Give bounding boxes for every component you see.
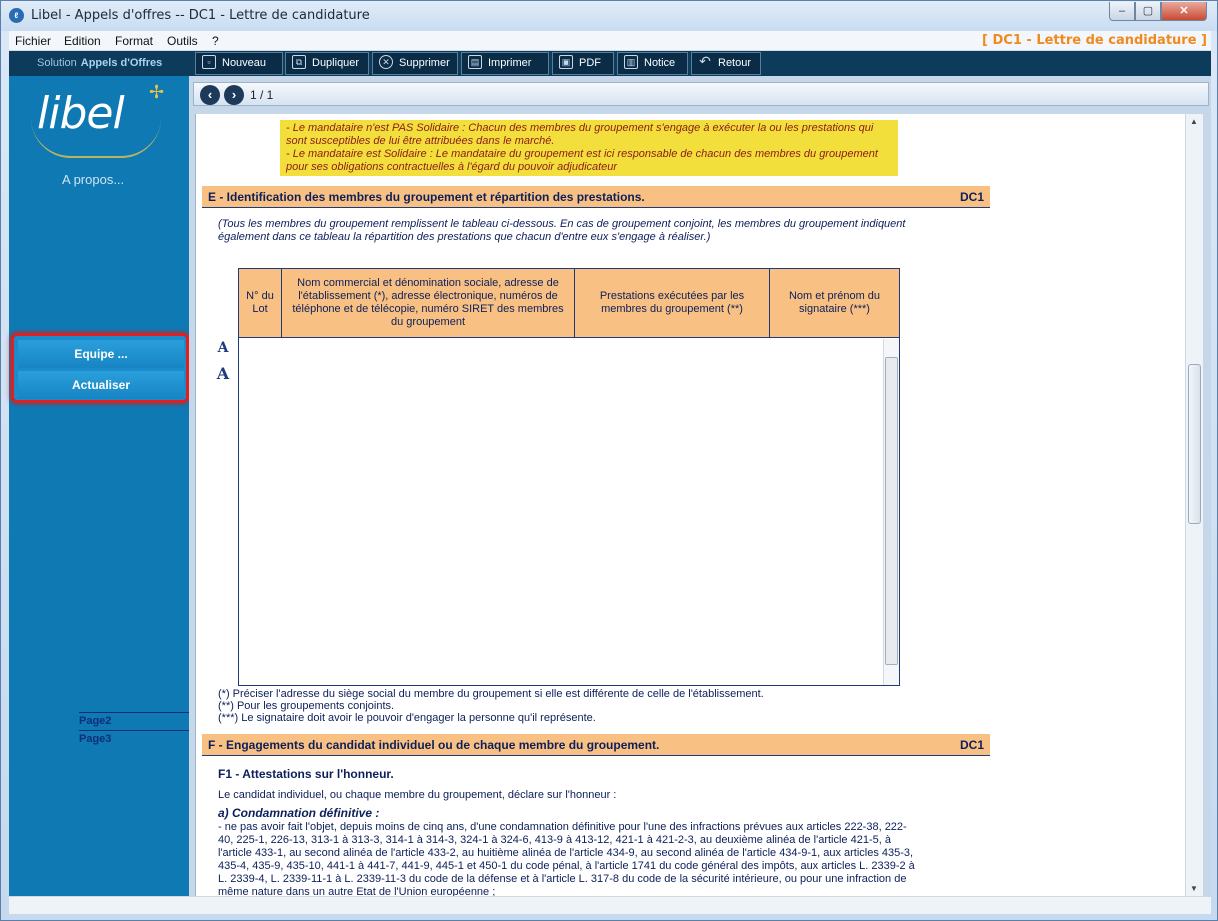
section-e-header (202, 186, 990, 208)
section-e-intro: (Tous les membres du groupement remplissent le tableau ci-dessous. En cas de groupement conjoint, les membres du groupement indiquent également dans ce tableau la répartition des prestations que chacun d'entre eux s'engage à réaliser.) (218, 218, 906, 243)
item-a-text: - ne pas avoir fait l'objet, depuis moins de cinq ans, d'une condamnation définitive pour l'une des infractions prévues aux articles 222-38, 222-40, 225-1, 226-13, 313-1 à 313-3, 314-1 à 314-3, 324-1 à 324-6, 413-9 à 413-12, 421-1 à 421-2-3, au deuxième alinéa de l'article 421-5, à l'article 433-1, au second alinéa de l'article 433-2, au huitième alinéa de l'article 434-9, au second alinéa de l'article 434-9-1, aux articles 435-3, 435-4, 435-9, 435-10, 441-1 à 441-7, 441-9, 445-1 et 450-1 du code pénal, à l'article 1741 du code général des impôts, aux articles L. 2339-2 à L. 2339-4, L. 2339-11-1 à L. 2339-11-3 du code de la défense et à l'article L. 317-8 du code de la sécurité intérieure, ou pour une infraction de même nature dans un autre Etat de l'Union européenne ; (218, 821, 915, 896)
col-header-services: Prestations exécutées par les membres du groupement (**) (575, 269, 770, 338)
back-icon: ↶ (699, 53, 711, 70)
document-type-badge: [ DC1 - Lettre de candidature ] (982, 33, 1207, 48)
section-e-code: DC1 (959, 190, 984, 204)
solution-name: Appels d'Offres (80, 57, 163, 69)
menu-fichier[interactable]: Fichier (15, 34, 52, 48)
pdf-icon: ▣ (559, 55, 573, 69)
page-navigator (193, 82, 1209, 106)
dragonfly-icon: ✢ (149, 82, 165, 102)
col-header-lot: N° du Lot (239, 269, 282, 338)
about-link[interactable]: A propos... (62, 172, 125, 187)
col-header-member: Nom commercial et dénomination sociale, adresse de l'établissement (*), adresse électronique, numéros de téléphone et de télécopie, numéro SIRET des membres du groupement (282, 269, 575, 338)
minimize-button[interactable]: – (1109, 2, 1135, 21)
printer-icon: ▤ (468, 55, 482, 69)
maximize-button[interactable]: ▢ (1135, 2, 1161, 21)
actualiser-button[interactable]: Actualiser (18, 371, 184, 399)
page-links (79, 712, 189, 748)
section-e-footnotes (218, 688, 764, 724)
notice-line: - Le mandataire n'est PAS Solidaire : Chacun des membres du groupement s'engage à exécuter la ou les prestations qui sont susceptibles de lui être attribuées dans le marché. (286, 122, 874, 147)
close-button[interactable]: ✕ (1161, 2, 1207, 21)
solidarity-notice (280, 120, 898, 176)
status-bar (9, 896, 1211, 914)
book-icon: ▥ (624, 55, 638, 69)
retour-button[interactable]: ↶ Retour (691, 52, 761, 75)
logo-swoosh-icon (31, 118, 161, 158)
document-scrollbar[interactable] (1185, 114, 1203, 896)
section-e-title: E - Identification des membres du groupement et répartition des prestations. (208, 190, 645, 204)
table-scrollbar[interactable] (883, 339, 899, 685)
font-decrease-icon[interactable]: A (217, 340, 229, 356)
menu-help[interactable]: ? (212, 34, 219, 48)
footnote: (***) Le signataire doit avoir le pouvoir d'engager la personne qu'il représente. (218, 712, 596, 724)
scroll-up-icon[interactable]: ▲ (1190, 117, 1198, 126)
duplicate-icon: ⧉ (292, 55, 306, 69)
pdf-button[interactable]: ▣ PDF (552, 52, 614, 75)
footnote: (*) Préciser l'adresse du siège social du membre du groupement si elle est différente de celle de l'établissement. (218, 688, 764, 700)
nouveau-button[interactable]: ▫ Nouveau (195, 52, 283, 75)
menu-format[interactable]: Format (115, 34, 154, 48)
section-f-title: F - Engagements du candidat individuel ou de chaque membre du groupement. (208, 738, 660, 752)
notice-button[interactable]: ▥ Notice (617, 52, 688, 75)
section-f-code: DC1 (959, 738, 984, 752)
font-increase-icon[interactable]: A (216, 364, 230, 383)
scroll-down-icon[interactable]: ▼ (1190, 884, 1198, 893)
notice-line: - Le mandataire est Solidaire : Le mandataire du groupement est ici responsable de chacun des membres du groupement pour ses obligations contractuelles à l'égard du pouvoir adjudicateur (286, 148, 878, 173)
solution-label: Solution Appels d'Offres (37, 57, 163, 69)
imprimer-button[interactable]: ▤ Imprimer (461, 52, 549, 75)
libel-app-icon: ℓ (9, 8, 24, 23)
window-title: Libel - Appels d'offres -- DC1 - Lettre de candidature (31, 8, 370, 23)
toolbar (9, 51, 1211, 76)
sidebar (9, 76, 189, 896)
equipe-button[interactable]: Equipe ... (18, 340, 184, 368)
sidebar-actions-highlight (11, 333, 189, 403)
delete-icon: ✕ (379, 55, 393, 69)
libel-logo: libel (37, 88, 124, 139)
col-header-signatory: Nom et prénom du signataire (***) (770, 269, 899, 338)
dupliquer-button[interactable]: ⧉ Dupliquer (285, 52, 369, 75)
section-f-header (202, 734, 990, 756)
section-f-declaration: Le candidat individuel, ou chaque membre du groupement, déclare sur l'honneur : (218, 789, 617, 801)
new-document-icon: ▫ (202, 55, 216, 69)
section-f1-title: F1 - Attestations sur l'honneur. (218, 767, 394, 781)
page2-link[interactable]: Page2 (79, 712, 189, 730)
footnote: (**) Pour les groupements conjoints. (218, 700, 395, 712)
menu-outils[interactable]: Outils (167, 34, 198, 48)
menu-edition[interactable]: Edition (64, 34, 101, 48)
next-page-button[interactable]: › (224, 85, 244, 105)
document-page (195, 114, 1185, 896)
item-a-title: a) Condamnation définitive : (218, 806, 380, 820)
document-scroll-thumb[interactable] (1188, 364, 1201, 524)
page3-link[interactable]: Page3 (79, 730, 189, 748)
title-bar[interactable] (1, 1, 1217, 31)
previous-page-button[interactable]: ‹ (200, 85, 220, 105)
table-scroll-thumb[interactable] (885, 357, 898, 665)
document-area (189, 76, 1211, 896)
supprimer-button[interactable]: ✕ Supprimer (372, 52, 458, 75)
menu-bar (9, 31, 1211, 51)
members-table (238, 268, 900, 686)
page-counter: 1 / 1 (250, 88, 274, 102)
